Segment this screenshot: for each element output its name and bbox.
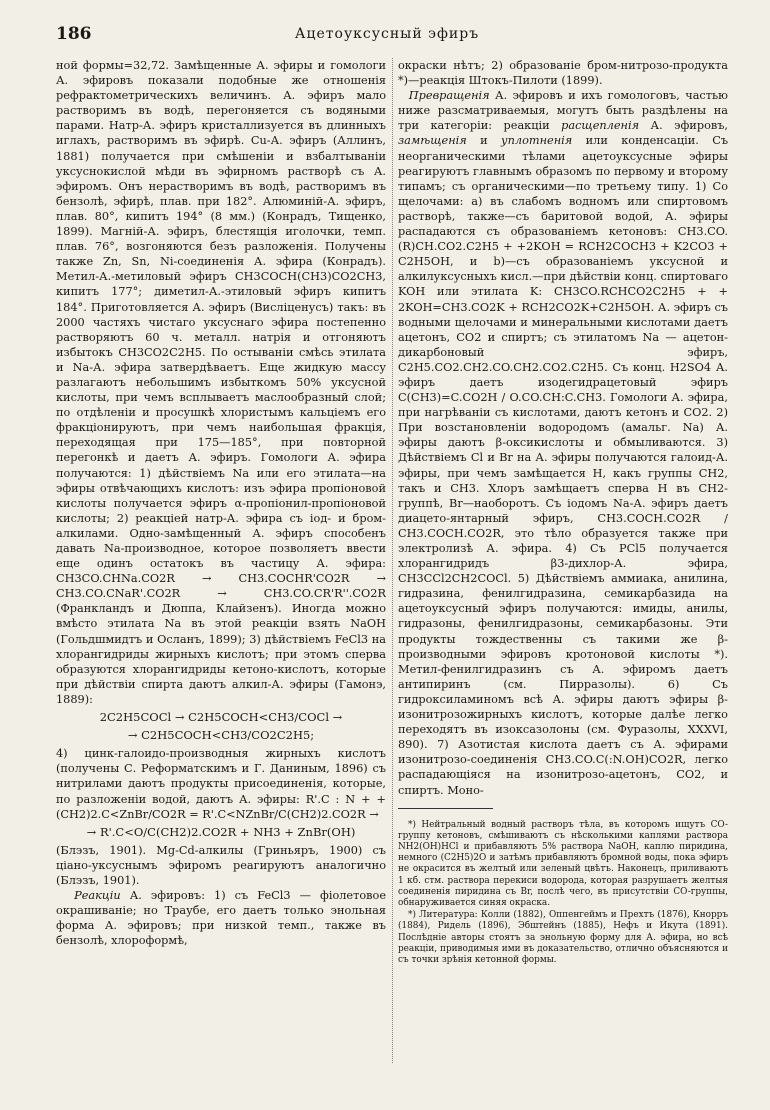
reactions-heading: Реакціи <box>74 889 121 903</box>
running-title: Ацетоуксусный эфиръ <box>294 26 480 42</box>
right-column <box>398 58 728 1078</box>
footnotes <box>398 817 728 967</box>
transformations-heading: Превращенія <box>408 89 490 103</box>
left-column <box>56 58 386 1078</box>
left-paragraph-2: 4) цинк-галоидо-производныя жирныхъ кислотъ (получены С. Реформатскимъ и Г. Даниным, 1896) съ нитрилами даютъ продукты присоединенія, которые, по разложеніи водой, даютъ А. эфиры: R'.C : N + +(CH2)2.C<ZnBr/CO2R = R'.C<NZnBr/C(CH2)2.CO2R → <box>56 747 386 821</box>
transformations-text-a: А. эфировъ и ихъ гомологовъ, частью ниже разсматриваемыя, могутъ быть раздѣлены на три категоріи: реакціи <box>398 89 728 133</box>
transformations-text-c: и <box>480 134 488 148</box>
transformations-text-d: или конденсаціи. Съ неорганическими тѣлами ацетоуксусные эфиры реагируютъ главнымъ образомъ по первому и второму типамъ; съ органическими—по третьему типу. 1) Со щелочами: а) въ слабомъ водномъ или спиртовомъ растворѣ, также—съ баритовой водой, А. эфиры распадаются съ образованіемъ кетоновъ: CH3.CO.(R)CH.CO2.C2H5 + +2KOH = RCH2COCH3 + K2CO3 + C2H5OH, и b)—съ образованіемъ уксусной и алкилуксусныхъ кисл.—при дѣйствіи конц. спиртоваго KOH или этилата K: CH3CO.RCHCO2C2H5 + + 2KOH=CH3.CO2K + RCH2CO2K+C2H5OH. А. эфиръ съ водными щелочами и минеральными кислотами даетъ ацетонъ, CO2 и спиртъ; съ этилатомъ Na — ацетон-дикарбоновый эфиръ, C2H5.CO2.CH2.CO.CH2.CO2.C2H5. Съ конц. H2SO4 А. эфиръ даетъ изодегидрацетовый эфиръ C(CH3)=C.CO2H / O.CO.CH:C.CH3. Гомологи А. эфира, при нагрѣваніи съ кислотами, даютъ кетонъ и CO2. 2) При возстановленіи водородомъ (амальг. Na) А. эфиры даютъ β-оксикислоты и обмыливаются. 3) Дѣйствіемъ Cl и Br на А. эфиры получаются галоид-А. эфиры, при чемъ замѣщается H, какъ группы CH2, такъ и CH3. Хлоръ замѣщаетъ сперва H въ CH2-группѣ, Br—наоборотъ. Съ іодомъ Na-А. эфиръ даетъ диацето-янтарный эфиръ, CH3.COCH.CO2R / CH3.COCH.CO2R, это тѣло образуется также при электролизѣ А. эфира. 4) Съ PCl5 получается хлорангидридъ β3-дихлор-А. эфира, CH3CCl2CH2COCl. 5) Дѣйствіемъ аммиака, анилина, гидразина, фенилгидразина, семикарбазида на ацетоуксусный эфиръ получаются: имиды, анилы, гидразоны, фенилгидразоны, семикарбазоны. Эти продукты тождественны съ такими же β-производными эфировъ кротоновой кислоты *). Метил-фенилгидразинъ съ А. эфиромъ даетъ антипиринъ (см. Пирразолы). 6) Съ гидроксиламиномъ всѣ А. эфиры даютъ эфиры β-изонитрозожирныхъ кислотъ, которые далѣе легко переходятъ въ изоксазолоны (см. Фуразолы, XXXVI, 890). 7) Азотистая кислота даетъ съ А. эфирами изонитрозо-соединенія CH3.CO.C(:N.OH)CO2R, легко распадающіяся на изонитрозо-ацетонъ, CO2, и спиртъ. Моно- <box>398 134 728 797</box>
page-header <box>56 24 718 46</box>
footnote-rule <box>398 808 493 809</box>
formula-zinc: → R'.C<O/C(CH2)2.CO2R + NH3 + ZnBr(OH) <box>86 824 356 839</box>
term-substitution: замѣщенія <box>398 134 467 148</box>
left-paragraph-3: (Блэзъ, 1901). Mg-Cd-алкилы (Гриньяръ, 1900) съ ціано-уксуснымъ эфиромъ реагируютъ аналогично (Блэзъ, 1901). <box>56 843 386 887</box>
term-condensation: уплотненія <box>501 134 573 148</box>
column-divider <box>392 58 393 1063</box>
footnote-2: *) Литература: Колли (1882), Оппенгеймъ и Прехтъ (1876), Кнорръ (1884), Ридель (1896), Эбштейнъ (1885), Нефъ и Икута (1891). Послѣдніе авторы стоятъ за энольную форму для А. эфира, но всѣ реакціи, приводимыя ими въ доказательство, отлично объясняются и съ точки зрѣнія кетонной формы. <box>398 910 728 966</box>
right-paragraph-1: окраски нѣтъ; 2) образованіе бром-нитрозо-продукта *)—реакція Штокъ-Пилоти (1899). <box>398 59 728 88</box>
page-number: 186 <box>56 24 92 44</box>
term-cleavage: расщепленія <box>561 119 640 133</box>
reactions-text: А. эфировъ: 1) съ FeCl3 — фіолетовое окрашиваніе; но Траубе, его даетъ только энольная форма А. эфировъ; при низкой темп., также въ бензолѣ, хлороформѣ, <box>56 889 386 948</box>
footnote-1: *) Нейтральный водный растворъ тѣла, въ которомъ ищутъ CO-группу кетоновъ, смѣшиваютъ съ нѣсколькими каплями раствора NH2(OH)HCl и прибавляютъ 5% раствора NaOH, каплю пиридина, немного (C2H5)2O и затѣмъ прибавляютъ бромной воды, пока эфиръ не окрасится въ желтый или зеленый цвѣтъ. Наконецъ, приливаютъ 1 кб. стм. раствора перекиси водорода, которая разрушаетъ желтыя соединенія пиридина съ Br, послѣ чего, въ присутствіи CO-группы, обнаруживается синяя окраска. <box>398 819 728 909</box>
transformations-text-b: А. эфировъ, <box>650 119 728 133</box>
right-paragraph-2 <box>398 88 728 797</box>
left-paragraph-1: ной формы=32,72. Замѣщенные А. эфиры и гомологи А. эфировъ показали подобные же отношенія рефрактометрическихъ величинъ. А. эфиръ мало растворимъ въ водѣ, перегоняется съ водяными парами. Натр-А. эфиръ кристаллизуется въ длинныхъ иглахъ, растворимъ въ эфирѣ. Cu-А. эфиръ (Аллинъ, 1881) получается при смѣшеніи и взбалтываніи уксуснокислой мѣди въ эфирномъ растворѣ съ А. эфиромъ. Онъ нерастворимъ въ водѣ, растворимъ въ бензолѣ, эфирѣ, плав. при 182°. Алюминій-А. эфиръ, плав. 80°, кипитъ 194° (8 мм.) (Конрадъ, Тищенко, 1899). Магній-А. эфиръ, блестящія иголочки, темп. плав. 76°, возгоняются безъ разложенія. Получены также Zn, Sn, Ni-соединенія А. эфира (Конрадъ). Метил-А.-метиловый эфиръ CH3COCH(CH3)CO2CH3, кипитъ 177°; диметил-А.-этиловый эфиръ кипитъ 184°. Приготовляется А. эфиръ (Висліценусъ) такъ: въ 2000 частяхъ чистаго уксуснаго эфира постепенно растворяютъ 60 ч. металл. натрія и отгоняютъ избытокъ CH3CO2C2H5. По остываніи смѣсь этилата и Na-А. эфира затвердѣваетъ. Еще жидкую массу разлагаютъ небольшимъ избыткомъ 50% уксусной кислоты, при чемъ всплываетъ маслообразный слой; по отдѣленіи и просушкѣ хлористымъ кальціемъ его фракціонируютъ, при чемъ наибольшая фракція, переходящая при 175—185°, при повторной перегонкѣ и даетъ А. эфиръ. Гомологи А. эфира получаются: 1) дѣйствіемъ Na или его этилата—на эфиры отвѣчающихъ кислотъ: изъ эфира пропіоновой кислоты получается эфиръ α-пропіонил-пропіоновой кислоты; 2) реакціей натр-А. эфира съ іод- и бром-алкилами. Одно-замѣщенный А. эфиръ способенъ давать Na-производное, которое позволяетъ ввести еще одинъ остатокъ въ частицу А. эфира: CH3CO.CHNa.CO2R → CH3.COCHR'CO2R → CH3.CO.CNaR'.CO2R → CH3.CO.CR'R''.CO2R (Франкландъ и Дюппа, Клайзенъ). Иногда можно вмѣсто этилата Na въ этой реакціи взять NaOH (Гольдшмидтъ и Осланъ, 1899); 3) дѣйствіемъ FeCl3 на хлорангидриды жирныхъ кислотъ; при этомъ сперва образуются хлорангидриды кетоно-кислотъ, которые при дѣйствіи спирта даютъ алкил-А. эфиры (Гамонэ, 1889): <box>56 59 386 706</box>
formula-hamonet-2: → C2H5COCH<CH3/CO2C2H5; <box>127 728 315 743</box>
formula-hamonet-1: 2C2H5COCl → C2H5COCH<CH3/COCl → <box>99 710 343 725</box>
left-paragraph-4 <box>56 888 386 948</box>
